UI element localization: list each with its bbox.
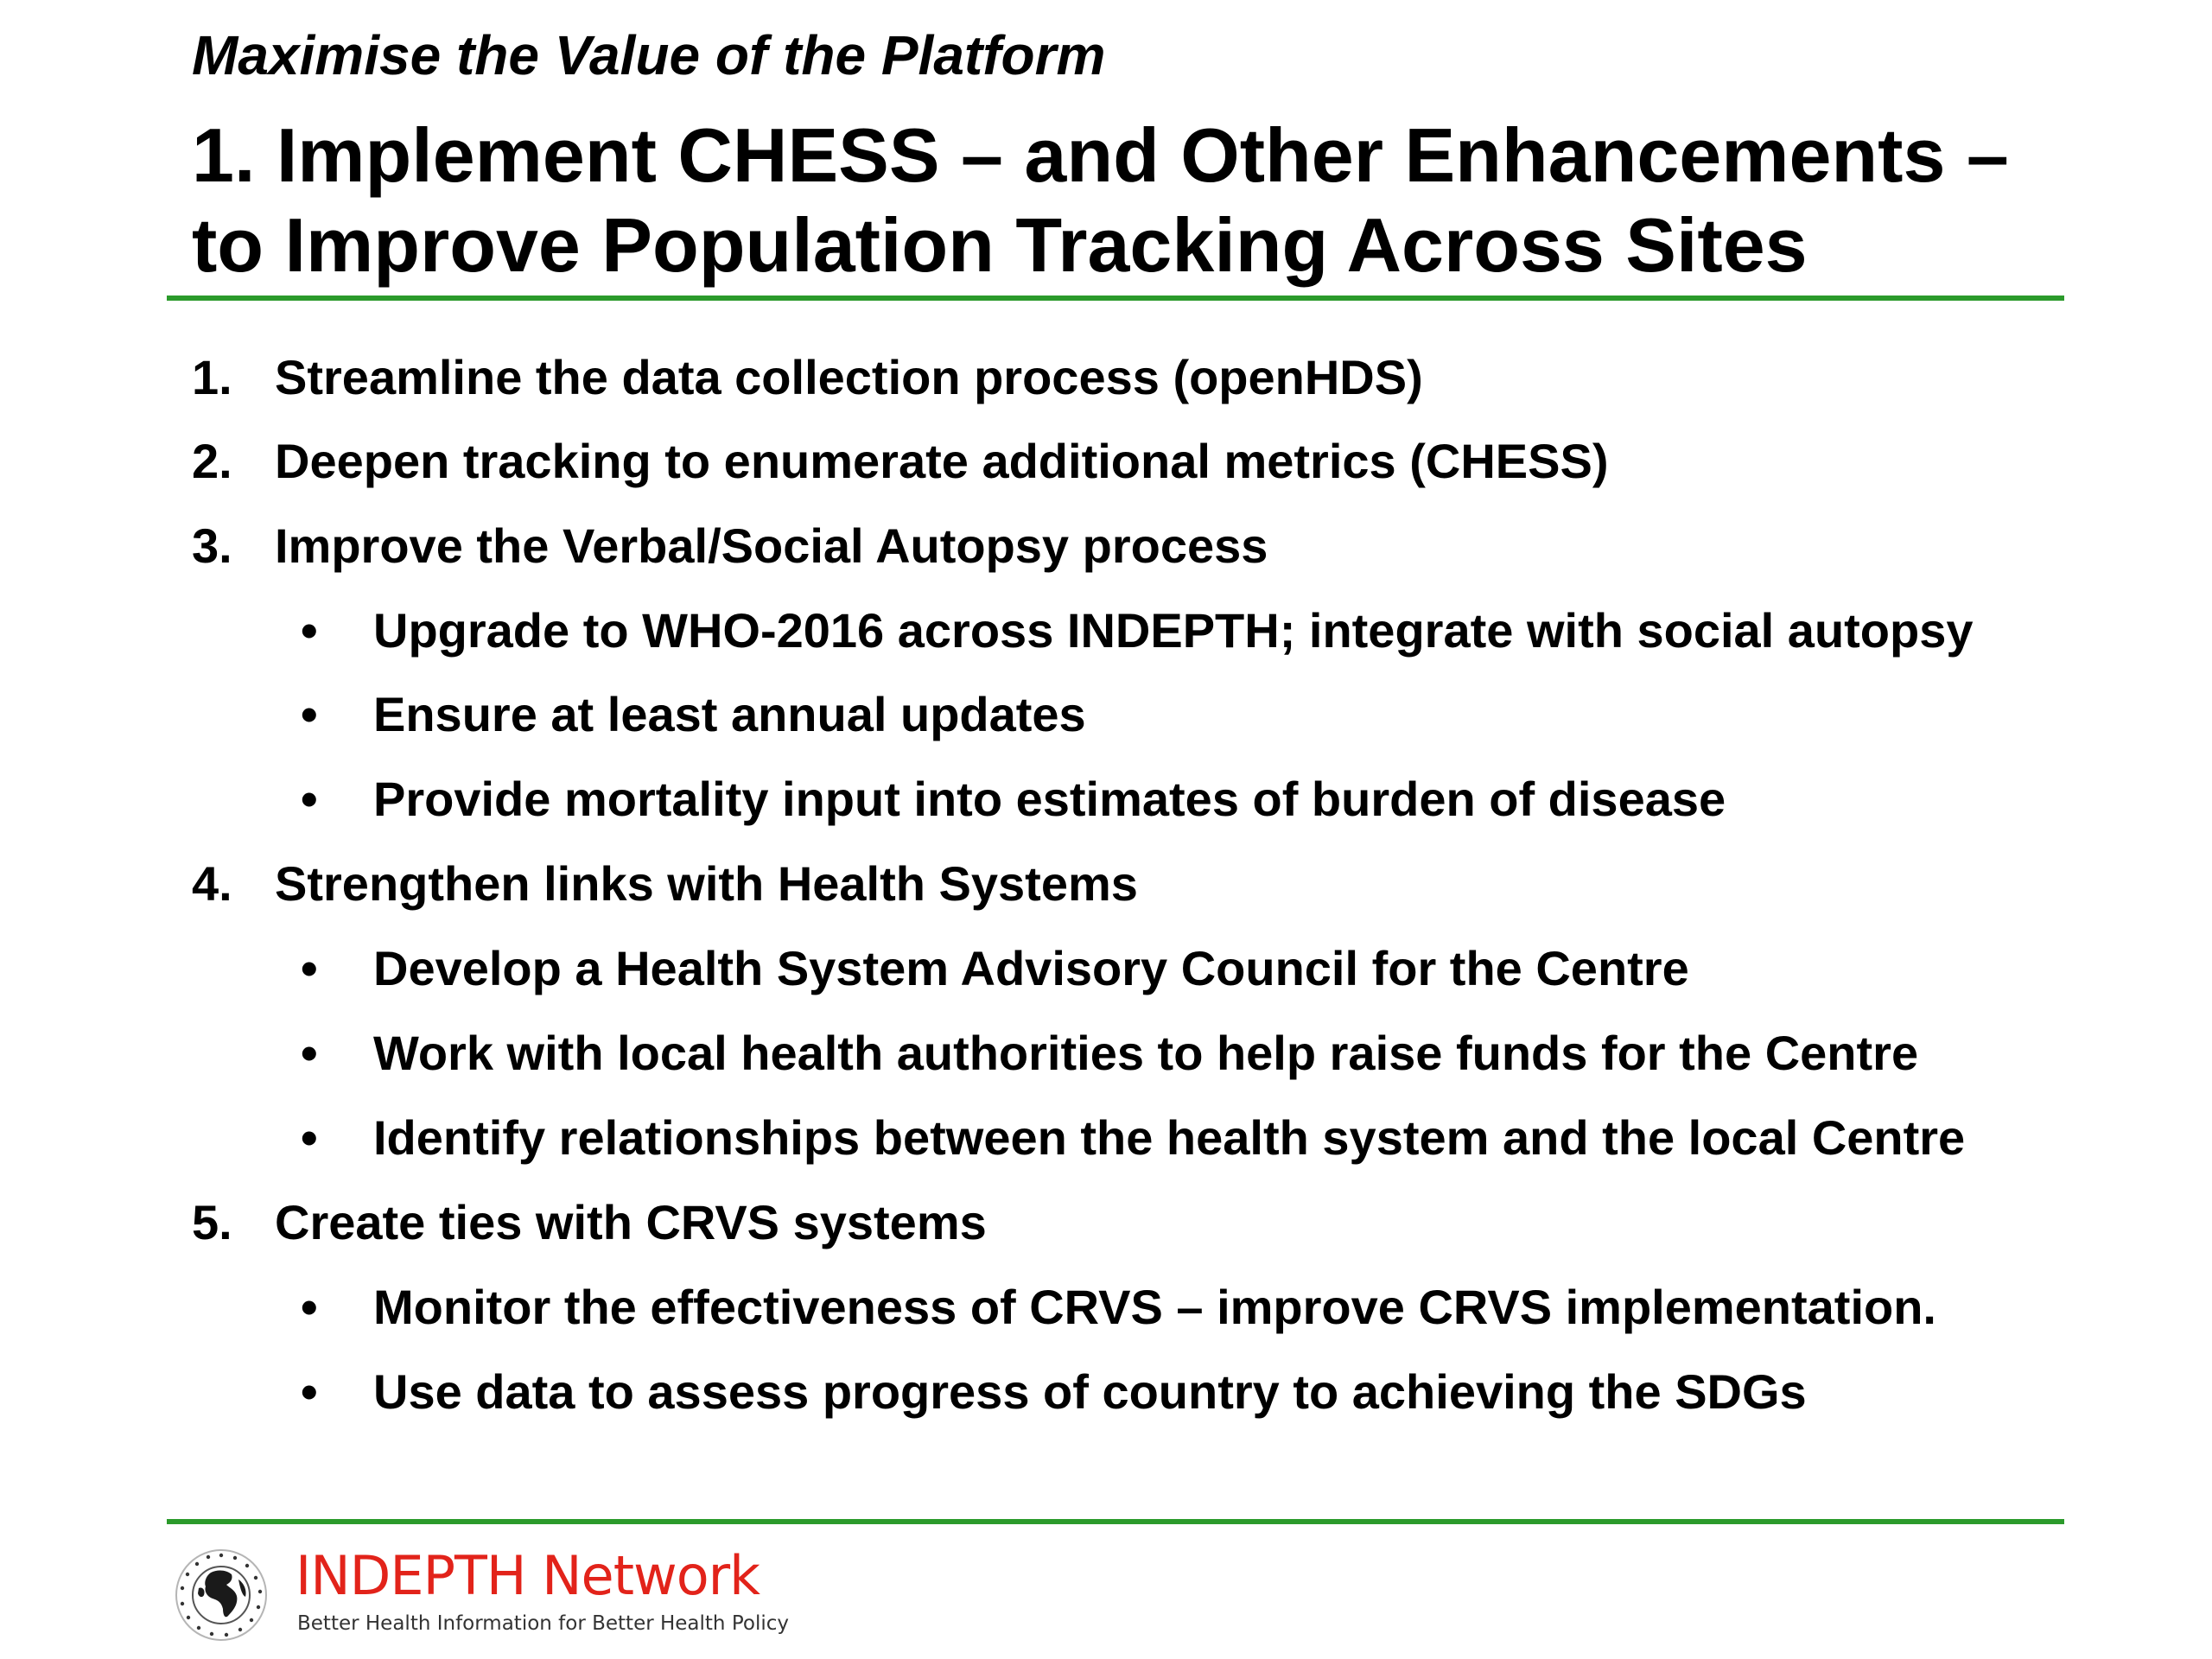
bullet-glyph: • — [301, 603, 318, 658]
list-item-number: 3. — [192, 518, 232, 573]
bullet-glyph: • — [301, 1026, 318, 1080]
sub-bullet-text: Ensure at least annual updates — [373, 687, 1086, 741]
globe-logo-icon — [173, 1547, 270, 1643]
slide-title-line-2: to Improve Population Tracking Across Sites — [192, 202, 1808, 288]
bullet-glyph: • — [301, 1364, 318, 1419]
sub-bullet-text: Develop a Health System Advisory Council for the Centre — [373, 941, 1689, 995]
bullet-glyph: • — [301, 687, 318, 741]
bullet-glyph: • — [301, 941, 318, 995]
list-item-number: 5. — [192, 1195, 232, 1249]
brand-name: INDEPTH Network — [296, 1544, 760, 1607]
slide-title-line-1: 1. Implement CHESS – and Other Enhancements – — [192, 112, 2009, 198]
brand-tagline: Better Health Information for Better Health Policy — [297, 1612, 789, 1635]
slide-subtitle: Maximise the Value of the Platform — [192, 24, 1106, 86]
sub-bullet-text: Use data to assess progress of country to achieving the SDGs — [373, 1364, 1807, 1419]
sub-bullet-text: Provide mortality input into estimates of burden of disease — [373, 772, 1726, 826]
sub-bullet-text: Identify relationships between the health system and the local Centre — [373, 1110, 1966, 1165]
list-item-number: 2. — [192, 434, 232, 488]
sub-bullet-text: Upgrade to WHO-2016 across INDEPTH; integrate with social autopsy — [373, 603, 1974, 658]
title-divider — [167, 296, 2064, 301]
list-item-text: Improve the Verbal/Social Autopsy process — [275, 518, 1268, 573]
bullet-glyph: • — [301, 772, 318, 826]
list-item-text: Strengthen links with Health Systems — [275, 856, 1138, 911]
sub-bullet-text: Work with local health authorities to help raise funds for the Centre — [373, 1026, 1919, 1080]
list-item-number: 4. — [192, 856, 232, 911]
sub-bullet-text: Monitor the effectiveness of CRVS – improve CRVS implementation. — [373, 1280, 1936, 1334]
list-item-text: Streamline the data collection process (openHDS) — [275, 350, 1423, 404]
list-item-text: Deepen tracking to enumerate additional metrics (CHESS) — [275, 434, 1609, 488]
list-item-text: Create ties with CRVS systems — [275, 1195, 987, 1249]
bullet-glyph: • — [301, 1280, 318, 1334]
footer-divider — [167, 1519, 2064, 1524]
slide-title — [192, 111, 2110, 290]
bullet-glyph: • — [301, 1110, 318, 1165]
list-item-number: 1. — [192, 350, 232, 404]
